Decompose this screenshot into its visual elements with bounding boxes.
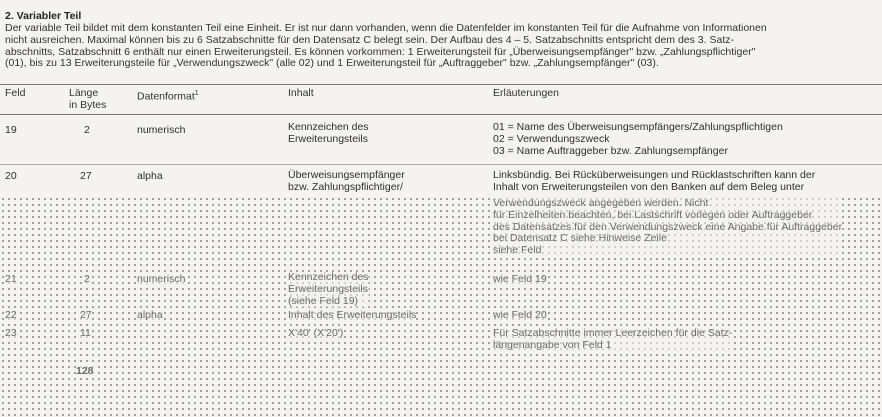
intro-line: nicht ausreichen. Maximal können bis zu 6 Satzabschnitte für den Datensatz C belegt sein. Der Aufbau des 4 – 5. Satzabschnitts entspricht dem des 3. Satz- [5, 33, 734, 46]
row20-feld: 20 [5, 170, 17, 182]
row22-erlaeuterungen: wie Feld 20 [493, 309, 547, 321]
row20-erlaeuterungen [493, 170, 815, 194]
header-laenge-line1: Länge [69, 87, 99, 99]
row21-erlaeuterungen: wie Feld 19 [493, 273, 547, 285]
intro-paragraph [5, 23, 875, 70]
row20-format: alpha [137, 170, 163, 182]
header-laenge [69, 88, 106, 111]
row19-inhalt [288, 122, 369, 146]
row20-erl-line: Linksbündig. Bei Rücküberweisungen und Rücklastschriften kann der [493, 169, 816, 181]
row19-erl-line: 02 = Verwendungszweck [493, 132, 610, 145]
row20-inhalt-line: Überweisungsempfänger [288, 169, 405, 181]
row21-format: numerisch [137, 273, 186, 285]
row20-erl-line: siehe Feld [493, 244, 542, 257]
header-feld: Feld [5, 87, 26, 99]
intro-line: abschnitts, Satzabschnitt 6 enthält nur einen Erweiterungsteil. Es können vorkommen: 1 Erweiterungsteil für „Überweisungsempfänger" bzw. „Zahlungspflichtiger" [5, 45, 756, 58]
row20-erl-line: bei Datensatz C siehe Hinweise Zeile [493, 232, 667, 245]
row23-erl-line: Für Satzabschnitte immer Leerzeichen für die Satz- [493, 327, 733, 339]
row23-inhalt: X'40' (X'20') [288, 327, 344, 339]
row21-inhalt-line: Kennzeichen des [288, 271, 369, 283]
header-inhalt: Inhalt [288, 87, 314, 99]
header-erlaeuterungen: Erläuterungen [493, 87, 559, 99]
intro-line: (01), bis zu 13 Erweiterungsteile für „Verwendungszweck" (alle 02) und 1 Erweiterungsteil für „Auftraggeber" bzw. „Zahlungsempfänger" (03). [5, 57, 659, 70]
row21-inhalt-line: (siehe Feld 19) [288, 294, 359, 307]
row20-erl-line: für Einzelheiten beachten, bei Lastschrift vorlegen oder Auftraggeber [493, 208, 813, 221]
row19-feld: 19 [5, 124, 17, 136]
row23-erl-line: längenangabe von Feld 1 [493, 338, 612, 351]
total-length: 128 [76, 365, 94, 377]
row19-erl-line: 01 = Name des Überweisungsempfängers/Zahlungspflichtigen [493, 121, 783, 133]
row23-erlaeuterungen [493, 328, 732, 352]
table-header-rule [0, 114, 882, 115]
section-title: 2. Variabler Teil [5, 10, 82, 22]
row23-feld: 23 [5, 327, 17, 339]
row21-inhalt [288, 272, 369, 307]
row19-inhalt-line: Erweiterungsteils [288, 132, 368, 145]
row20-erl-line: Inhalt von Erweiterungsteilen von den Banken auf dem Beleg unter [493, 180, 805, 193]
row21-feld: 21 [5, 273, 17, 285]
row22-laenge: 27 [80, 309, 92, 321]
footnote-marker: 1 [194, 90, 199, 97]
row19-erl-line: 03 = Name Auftraggeber bzw. Zahlungsempfänger [493, 144, 728, 157]
row19-laenge: 2 [84, 124, 90, 136]
header-datenformat-label: Datenformat [137, 90, 195, 103]
row20-erl-faded [493, 198, 842, 257]
row22-format: alpha [137, 309, 163, 321]
intro-line: Der variable Teil bildet mit dem konstanten Teil eine Einheit. Er ist nur dann vorhanden, wenn die Datenfelder im konstanten Teil für die Aufnahme von Informationen [5, 22, 767, 34]
row20-inhalt-line: bzw. Zahlungspflichtiger/ [288, 180, 403, 193]
header-laenge-line2: in Bytes [69, 98, 107, 111]
row21-laenge: 2 [84, 273, 90, 285]
header-datenformat [137, 88, 199, 103]
row19-format: numerisch [137, 124, 186, 136]
row20-erl-line: Verwendungszweck angegeben werden. Nicht [493, 197, 709, 209]
row-separator [0, 164, 882, 165]
row19-erlaeuterungen [493, 122, 783, 157]
row20-erl-line: des Datensatzes für den Verwendungszweck eine Angabe für Auftraggeber [493, 220, 843, 233]
row20-laenge: 27 [80, 170, 92, 182]
row19-inhalt-line: Kennzeichen des [288, 121, 369, 133]
row21-inhalt-line: Erweiterungsteils [288, 282, 368, 295]
row22-feld: 22 [5, 309, 17, 321]
row23-laenge: 11 [80, 327, 91, 339]
table-top-rule [0, 84, 882, 85]
row22-inhalt: Inhalt des Erweiterungsteils [288, 309, 417, 321]
